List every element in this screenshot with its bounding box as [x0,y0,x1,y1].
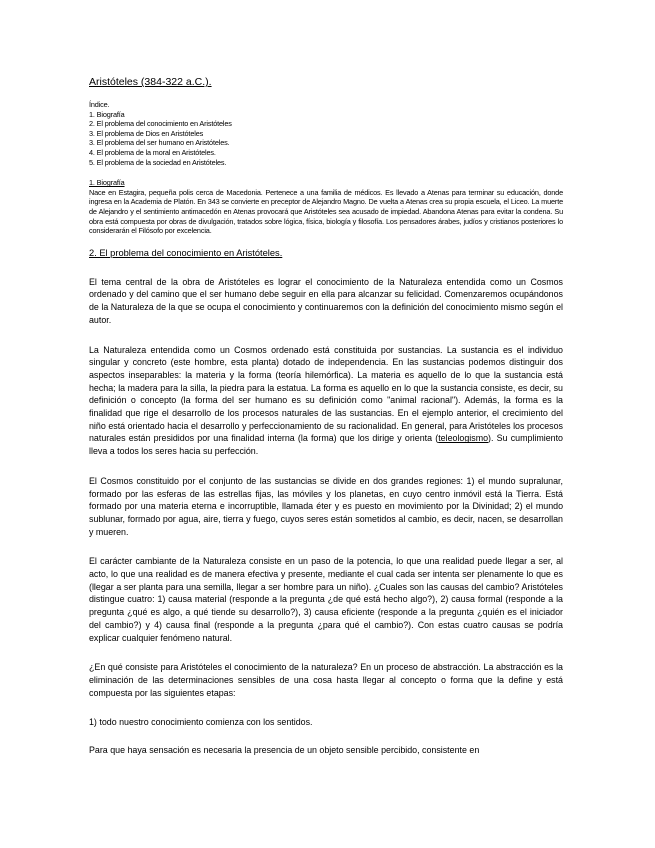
paragraph-text: La Naturaleza entendida como un Cosmos ordenado está constituida por sustancias. La sustancia es el individuo singular y concreto (este hombre, esta planta) dotado de independencia. En las sustancias podemos distinguir dos aspectos inseparables: la materia y la forma (teoría hilemórfica). La materia es aquello de lo que la sustancia está hecha; la madera para la silla, la piedra para la estatua. La forma es aquello en lo que la sustancia consiste, es decir, su definición o concepto (la forma del ser humano es su definición como "animal racional"). Además, la forma es la finalidad que rige el desarrollo de los procesos naturales de las sustancias. En el ejemplo anterior, el crecimiento del niño está orientado hacia el desarrollo y perfeccionamiento de su racionalidad. En general, para Aristóteles los procesos naturales están presididos por una finalidad interna (la forma) que los dirige y orienta ( [89,344,563,444]
biography-section [89,178,563,236]
index-item: 4. El problema de la moral en Aristóteles. [89,147,216,157]
paragraph: Para que haya sensación es necesaria la presencia de un objeto sensible percibido, consistente en [89,745,480,756]
index-item: 5. El problema de la sociedad en Aristóteles. [89,157,227,167]
paragraph [89,344,563,458]
index-item: 2. El problema del conocimiento en Aristóteles [89,119,232,129]
teleologismo-link[interactable]: teleologismo [438,433,489,444]
paragraph: El tema central de la obra de Aristóteles es lograr el conocimiento de la Naturaleza entendida como un Cosmos ordenado y del camino que el ser humano debe seguir en ella para alcanzar su felicidad. Comenzaremos ocupándonos de la Naturaleza de la que se ocupa el conocimiento y continuaremos con la definición del conocimiento mismo según el autor. [89,276,563,325]
document-page [89,76,563,774]
paragraph: ¿En qué consiste para Aristóteles el conocimiento de la naturaleza? En un proceso de abstracción. La abstracción es la eliminación de las determinaciones sensibles de una cosa hasta llegar al concepto o forma que la define y está compuesta por las siguientes etapas: [89,662,563,698]
section-heading: 2. El problema del conocimiento en Aristóteles. [89,247,283,258]
biography-text: Nace en Estagira, pequeña polis cerca de Macedonia. Pertenece a una familia de médicos. Es llevado a Atenas para terminar su educación, donde ingresa en la Academia de Platón. En 343 se convierte en preceptor de Alejandro Magno. De vuelta a Atenas crea su propia escuela, el Liceo. La muerte de Alejandro y el sentimiento antimacedón en Atenas provocará que Aristóteles sea acusado de impiedad. Abandona Atenas para evitar la condena. Su obra está compuesta por obras de divulgación, tratados sobre lógica, física, biología y filosofía. Los pensadores árabes, judíos y cristianos posteriores lo considerarán el Filósofo por excelencia. [89,187,563,236]
paragraph: El carácter cambiante de la Naturaleza consiste en un paso de la potencia, lo que una realidad puede llegar a ser, al acto, lo que una realidad es de manera efectiva y presente, mediante el cual cada ser intenta ser plenamente lo que es (llegar a ser planta para una semilla, llegar a ser hombre para un niño). ¿Cuales son las causas del cambio? Aristóteles distingue cuatro: 1) causa material (responde a la pregunta ¿de qué está hecho algo?), 2) causa formal (responde a la pregunta ¿qué es algo, a qué tiende su desarrollo?), 3) causa eficiente (responde a la pregunta ¿quién es el iniciador del cambio?) y 4) causa final (responde a la pregunta ¿para qué el cambio?). Con estas cuatro causas se podría explicar cualquier fenómeno natural. [89,556,563,643]
index-label: Índice. [89,100,110,109]
index-item: 3. El problema de Dios en Aristóteles [89,128,204,138]
index-item: 1. Biografía [89,109,125,119]
index [89,100,563,167]
paragraph-text: ). Su cumplimiento lleva a todos los seres hacia su perfección. [89,433,563,457]
paragraph: El Cosmos constituido por el conjunto de las sustancias se divide en dos grandes regiones: 1) el mundo supralunar, formado por las esferas de las estrellas fijas, las móviles y los planetas, en cuyo centro inmóvil está la Tierra. Está formado por una materia eterna e incorruptible, llamada éter y es puesto en movimiento por la Divinidad; 2) el mundo sublunar, formado por agua, aire, tierra y fuego, cuyos seres están sometidos al cambio, es decir, nacen, se desarrollan y mueren. [89,475,563,537]
index-item: 3. El problema del ser humano en Aristóteles. [89,138,230,148]
biography-heading: 1. Biografía [89,178,125,188]
document-title: Aristóteles (384-322 a.C.). [89,76,212,88]
paragraph: 1) todo nuestro conocimiento comienza con los sentidos. [89,717,313,728]
